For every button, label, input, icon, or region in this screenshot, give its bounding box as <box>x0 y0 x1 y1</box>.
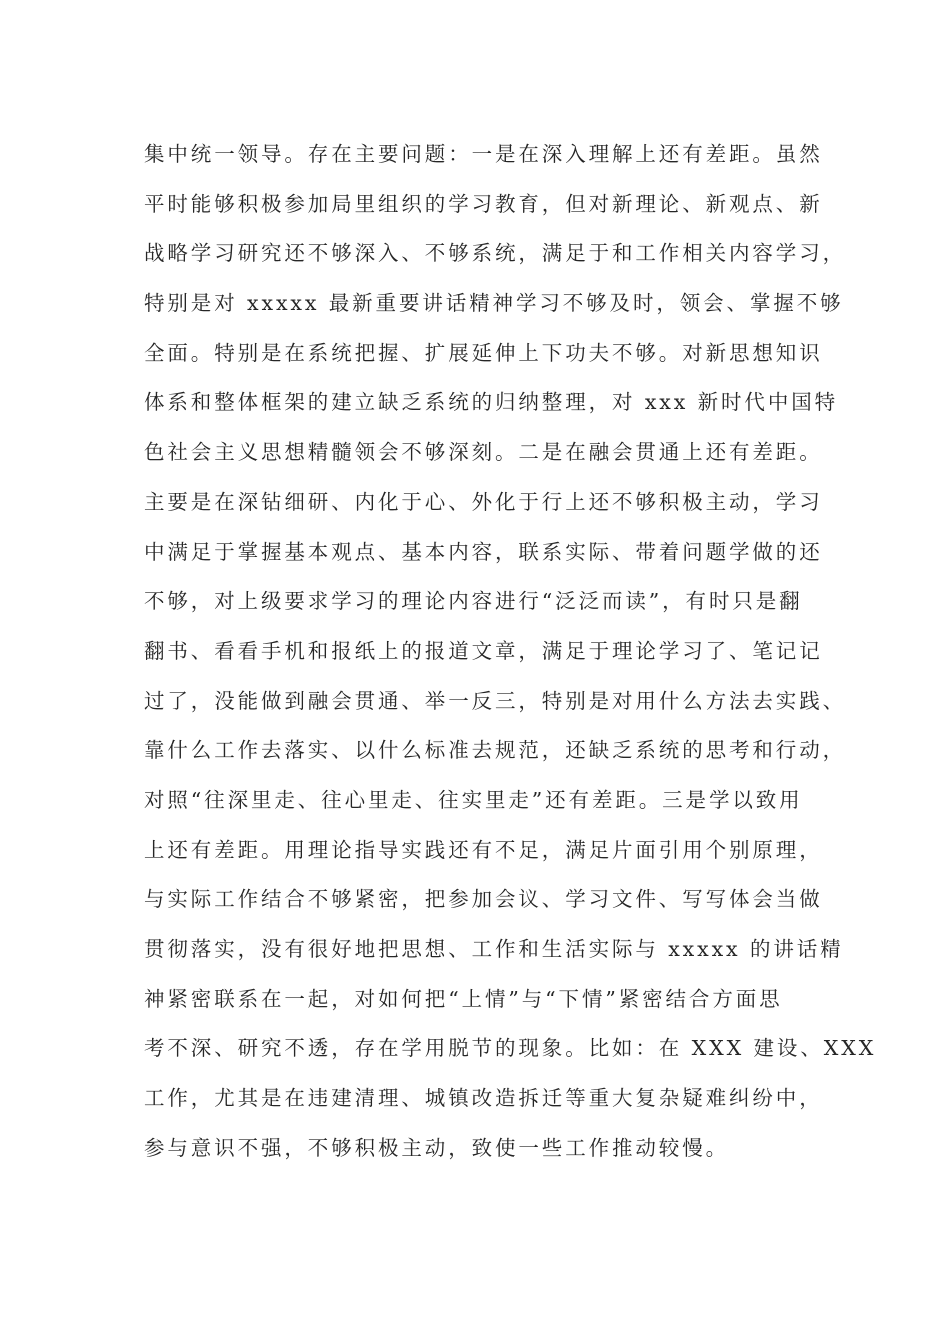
body-paragraph <box>144 130 877 1173</box>
text-line: 考不深、研究不透，存在学用脱节的现象。比如：在 XXX 建设、XXX <box>144 1036 877 1061</box>
text-line: 中满足于掌握基本观点、基本内容，联系实际、带着问题学做的还 <box>144 539 823 564</box>
text-line: 工作，尤其是在违建清理、城镇改造拆迁等重大复杂疑难纠纷中， <box>144 1086 823 1111</box>
text-line: 全面。特别是在系统把握、扩展延伸上下功夫不够。对新思想知识 <box>144 340 823 365</box>
text-line: 对照“往深里走、往心里走、往实里走”还有差距。三是学以致用 <box>144 787 803 812</box>
text-line: 参与意识不强，不够积极主动，致使一些工作推动较慢。 <box>144 1135 729 1160</box>
text-line: 神紧密联系在一起，对如何把“上情”与“下情”紧密结合方面思 <box>144 986 783 1011</box>
text-line: 贯彻落实，没有很好地把思想、工作和生活实际与 xxxxx 的讲话精 <box>144 937 844 961</box>
text-line: 特别是对 xxxxx 最新重要讲话精神学习不够及时，领会、掌握不够 <box>144 291 844 316</box>
text-line: 翻书、看看手机和报纸上的报道文章，满足于理论学习了、笔记记 <box>144 638 823 663</box>
text-line: 色社会主义思想精髓领会不够深刻。二是在融会贯通上还有差距。 <box>144 440 823 465</box>
text-line: 上还有差距。用理论指导实践还有不足，满足片面引用个别原理， <box>144 837 823 862</box>
text-line: 集中统一领导。存在主要问题：一是在深入理解上还有差距。虽然 <box>144 142 823 166</box>
text-line: 平时能够积极参加局里组织的学习教育，但对新理论、新观点、新 <box>144 191 823 216</box>
text-line: 战略学习研究还不够深入、不够系统，满足于和工作相关内容学习， <box>144 241 846 266</box>
text-line: 靠什么工作去落实、以什么标准去规范，还缺乏系统的思考和行动， <box>144 738 846 763</box>
text-line: 过了，没能做到融会贯通、举一反三，特别是对用什么方法去实践、 <box>144 688 846 713</box>
text-line: 主要是在深钻细研、内化于心、外化于行上还不够积极主动，学习 <box>144 489 823 514</box>
text-line: 体系和整体框架的建立缺乏系统的归纳整理，对 xxx 新时代中国特 <box>144 390 839 415</box>
text-line: 与实际工作结合不够紧密，把参加会议、学习文件、写写体会当做 <box>144 887 823 912</box>
text-line: 不够，对上级要求学习的理论内容进行“泛泛而读”，有时只是翻 <box>144 589 803 614</box>
